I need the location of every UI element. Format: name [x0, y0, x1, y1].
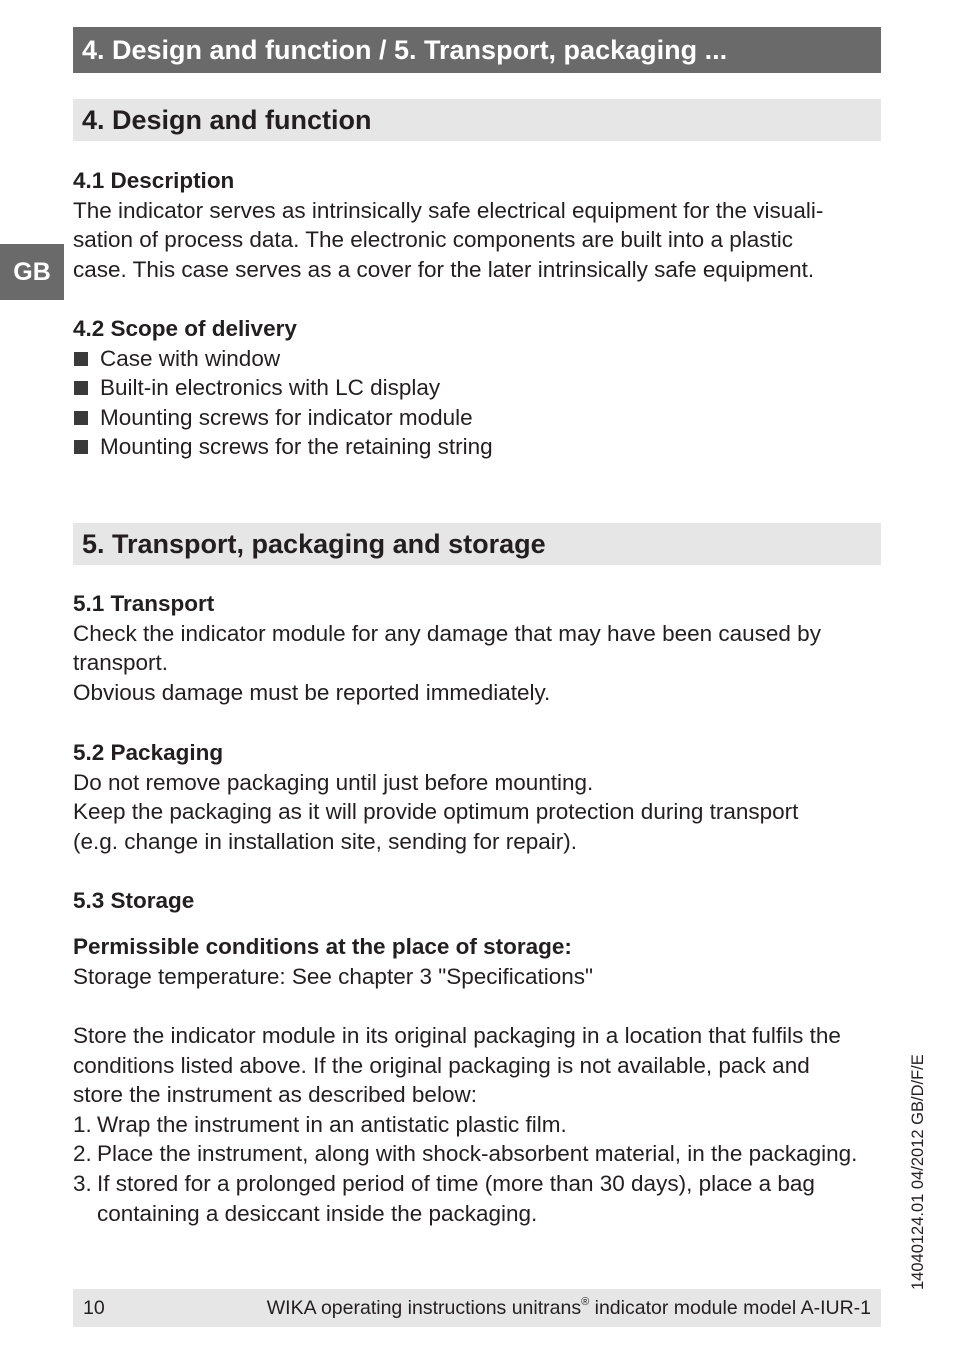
language-tab-label: GB — [13, 258, 51, 286]
step-line: Wrap the instrument in an antistatic plastic film. — [97, 1111, 567, 1137]
page-footer — [73, 1289, 881, 1327]
scope-list-item: Case with window — [73, 344, 493, 374]
page-header-bar — [73, 27, 881, 73]
language-tab — [0, 244, 64, 300]
section-4-heading — [73, 99, 881, 141]
document-code: 14040124.01 04/2012 GB/D/F/E — [909, 1054, 927, 1290]
packaging-line: (e.g. change in installation site, sending for repair). — [73, 828, 578, 854]
storage-intro-line: Store the indicator module in its original packaging in a location that fulfils the — [73, 1023, 841, 1048]
transport-block — [73, 589, 821, 707]
transport-line: transport. — [73, 650, 169, 676]
packaging-heading: 5.2 Packaging — [73, 740, 224, 765]
step-line: containing a desiccant inside the packaging. — [97, 1200, 538, 1226]
storage-intro-line: conditions listed above. If the original packaging is not available, pack and — [73, 1052, 810, 1078]
transport-line: Obvious damage must be reported immediately. — [73, 679, 551, 705]
section-5-title: 5. Transport, packaging and storage — [82, 529, 546, 559]
description-line: The indicator serves as intrinsically safe electrical equipment for the visuali- — [73, 197, 824, 223]
scope-list — [73, 344, 493, 462]
storage-conditions-heading: Permissible conditions at the place of storage: — [73, 934, 572, 959]
registered-mark: ® — [581, 1295, 590, 1308]
packaging-line: Keep the packaging as it will provide optimum protection during transport — [73, 799, 799, 825]
storage-intro-line: store the instrument as described below: — [73, 1082, 477, 1108]
footer-text — [267, 1289, 871, 1327]
page-header-title: 4. Design and function / 5. Transport, packaging ... — [82, 35, 728, 65]
step-line: If stored for a prolonged period of time (more than 30 days), place a bag — [97, 1170, 815, 1196]
section-5-heading — [73, 523, 881, 565]
description-block — [73, 166, 823, 284]
storage-step — [73, 1139, 857, 1169]
packaging-line: Do not remove packaging until just before mounting. — [73, 769, 594, 795]
description-line: case. This case serves as a cover for the later intrinsically safe equipment. — [73, 256, 815, 282]
step-number: 2. — [73, 1141, 92, 1167]
page-number: 10 — [83, 1297, 105, 1319]
packaging-block — [73, 738, 798, 856]
footer-text-before: WIKA operating instructions unitrans — [266, 1297, 582, 1319]
step-line: Place the instrument, along with shock-absorbent material, in the packaging. — [97, 1141, 858, 1167]
step-number: 3. — [73, 1170, 92, 1196]
scope-list-item: Mounting screws for the retaining string — [73, 432, 493, 462]
step-number: 1. — [73, 1111, 92, 1137]
transport-heading: 5.1 Transport — [73, 591, 215, 616]
storage-conditions-block — [73, 932, 593, 991]
scope-block — [73, 314, 493, 462]
storage-steps — [73, 1110, 857, 1228]
transport-line: Check the indicator module for any damage that may have been caused by — [73, 620, 821, 646]
footer-text-after: indicator module model A-IUR-1 — [589, 1297, 871, 1319]
storage-heading: 5.3 Storage — [73, 888, 195, 913]
storage-step — [73, 1110, 857, 1140]
scope-list-item: Built-in electronics with LC display — [73, 373, 493, 403]
scope-heading: 4.2 Scope of delivery — [73, 316, 297, 341]
section-4-title: 4. Design and function — [82, 105, 372, 135]
storage-step — [73, 1169, 857, 1228]
scope-list-item: Mounting screws for indicator module — [73, 403, 493, 433]
storage-instructions-block — [73, 1021, 857, 1228]
description-line: sation of process data. The electronic components are built into a plastic — [73, 227, 793, 253]
storage-temperature: Storage temperature: See chapter 3 "Specifications" — [73, 963, 594, 989]
description-heading: 4.1 Description — [73, 168, 235, 193]
